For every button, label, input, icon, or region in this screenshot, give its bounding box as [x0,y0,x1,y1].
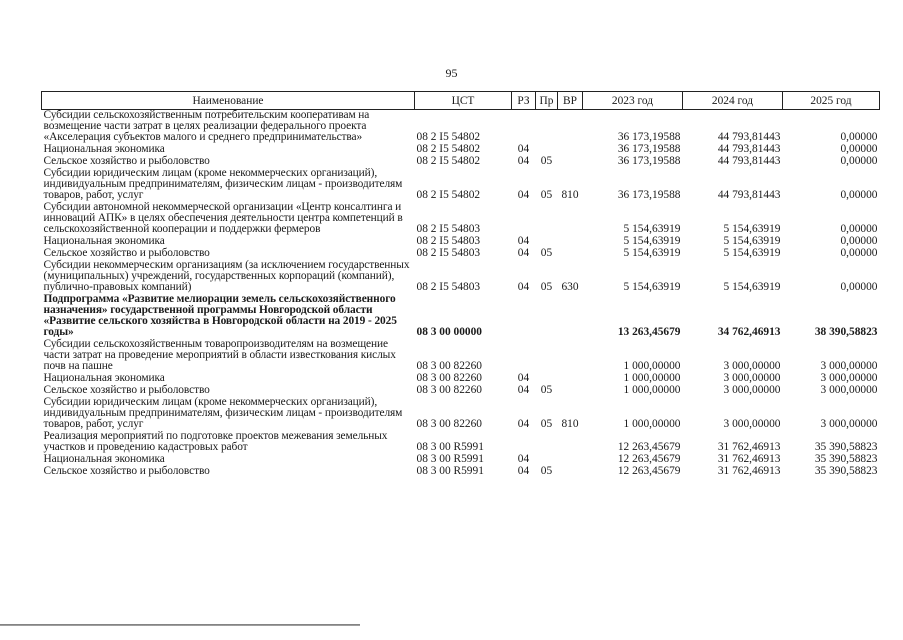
table-row [42,143,880,155]
cell-rz: 04 [517,465,530,477]
cell-vr [558,465,583,477]
cell-y2023: 1 000,00000 [623,418,681,430]
cell-pr: 05 [540,155,553,167]
cell-cst: 08 3 00 82260 [416,372,482,384]
cell-cst: 08 2 I5 54802 [416,131,481,143]
cell-cst: 08 2 I5 54803 [416,235,481,247]
cell-vr: 810 [561,189,579,201]
cell-name: Субсидии юридическим лицам (кроме некоммерческих организаций), индивидуальным предпринимателям, физическим лицам - производителям товаров, работ, услуг [43,396,403,430]
cell-pr: 05 [540,189,553,201]
cell-y2025: 3 000,00000 [820,360,878,372]
cell-y2024: 44 793,81443 [717,155,781,167]
col-header-2024: 2024 год [683,92,783,110]
table-row [42,155,880,167]
cell-y2024: 31 762,46913 [717,465,781,477]
table-row [42,247,880,259]
cell-y2025: 3 000,00000 [820,418,878,430]
cell-vr [558,110,583,144]
cell-y2023: 5 154,63919 [623,281,681,293]
table-body [42,110,880,478]
cell-pr [536,430,558,453]
cell-rz: 04 [517,143,530,155]
cell-rz: 04 [517,235,530,247]
cell-y2024: 5 154,63919 [723,235,781,247]
cell-rz: 04 [517,418,530,430]
cell-name: Сельское хозяйство и рыболовство [43,465,210,477]
cell-y2023: 5 154,63919 [623,235,681,247]
cell-vr [558,430,583,453]
cell-pr: 05 [540,418,553,430]
cell-cst: 08 2 I5 54802 [416,189,481,201]
cell-y2024: 31 762,46913 [717,441,781,453]
cell-name: Субсидии юридическим лицам (кроме некоммерческих организаций), индивидуальным предпринимателям, физическим лицам - производителям товаров, работ, услуг [43,167,403,201]
cell-cst: 08 2 I5 54802 [416,155,481,167]
cell-name: Национальная экономика [43,372,165,384]
cell-y2023: 36 173,19588 [617,131,681,143]
cell-y2025: 0,00000 [840,143,878,155]
cell-y2025: 0,00000 [840,281,878,293]
table-row [42,259,880,293]
cell-pr [536,293,558,338]
cell-cst: 08 3 00 R5991 [416,441,484,453]
cell-y2024: 3 000,00000 [723,372,781,384]
col-header-vr: ВР [558,92,583,110]
cell-y2023: 13 263,45679 [617,326,681,338]
cell-cst: 08 3 00 82260 [416,418,482,430]
cell-cst: 08 3 00 82260 [416,360,482,372]
col-header-pr: Пр [536,92,558,110]
cell-y2025: 0,00000 [840,223,878,235]
cell-y2023: 12 263,45679 [617,453,681,465]
cell-y2025: 35 390,58823 [814,465,878,477]
cell-y2024: 5 154,63919 [723,223,781,235]
cell-y2023: 36 173,19588 [617,155,681,167]
cell-y2023: 36 173,19588 [617,189,681,201]
cell-y2024: 3 000,00000 [723,360,781,372]
cell-rz [512,293,536,338]
table-row [42,384,880,396]
cell-cst: 08 2 I5 54802 [416,143,481,155]
cell-name: Реализация мероприятий по подготовке проектов межевания земельных участков и проведению кадастровых работ [43,430,388,453]
budget-table [41,91,880,477]
cell-cst: 08 3 00 R5991 [416,453,484,465]
cell-pr [536,110,558,144]
cell-pr [536,143,558,155]
cell-y2024: 31 762,46913 [717,453,781,465]
cell-cst: 08 2 I5 54803 [416,223,481,235]
cell-y2023: 5 154,63919 [623,247,681,259]
table-header [42,92,880,110]
cell-name: Субсидии некоммерческим организациям (за исключением государственных (муниципальных) учреждений, государственных корпораций (компаний), публично-правовых компаний) [43,259,410,293]
cell-y2025: 3 000,00000 [820,372,878,384]
col-header-name: Наименование [42,92,415,110]
cell-rz: 04 [517,384,530,396]
table-row [42,110,880,144]
cell-y2023: 1 000,00000 [623,384,681,396]
cell-y2023: 12 263,45679 [617,441,681,453]
col-header-2025: 2025 год [783,92,880,110]
cell-vr [558,201,583,235]
cell-name: Сельское хозяйство и рыболовство [43,384,210,396]
cell-vr [558,338,583,372]
cell-name: Национальная экономика [43,143,165,155]
cell-y2023: 12 263,45679 [617,465,681,477]
table-row [42,372,880,384]
cell-y2025: 0,00000 [840,155,878,167]
cell-y2025: 35 390,58823 [814,441,878,453]
cell-rz: 04 [517,189,530,201]
cell-rz [512,338,536,372]
table-row [42,453,880,465]
col-header-rz: РЗ [512,92,536,110]
cell-pr: 05 [540,281,553,293]
cell-vr [558,155,583,167]
table-row [42,465,880,477]
cell-cst: 08 2 I5 54803 [416,281,481,293]
cell-name: Сельское хозяйство и рыболовство [43,155,210,167]
cell-pr [536,338,558,372]
cell-vr: 630 [561,281,579,293]
table-row [42,235,880,247]
cell-cst: 08 2 I5 54803 [416,247,481,259]
cell-vr [558,453,583,465]
cell-rz: 04 [517,247,530,259]
col-header-2023: 2023 год [583,92,683,110]
cell-vr [558,384,583,396]
cell-y2024: 44 793,81443 [717,189,781,201]
cell-y2023: 1 000,00000 [623,372,681,384]
cell-y2025: 35 390,58823 [814,453,878,465]
cell-rz [512,201,536,235]
cell-pr [536,453,558,465]
table-row [42,167,880,201]
cell-vr [558,372,583,384]
cell-y2024: 3 000,00000 [723,418,781,430]
cell-name: Сельское хозяйство и рыболовство [43,247,210,259]
cell-y2024: 3 000,00000 [723,384,781,396]
cell-cst: 08 3 00 00000 [416,326,482,338]
cell-cst: 08 3 00 82260 [416,384,482,396]
cell-name: Подпрограмма «Развитие мелиорации земель сельскохозяйственного назначения» государственной программы Новгородской области «Развитие сельского хозяйства в Новгородской области на 2019 - 2025 годы» [43,293,397,338]
cell-rz: 04 [517,372,530,384]
cell-rz: 04 [517,453,530,465]
cell-rz [512,430,536,453]
cell-y2025: 0,00000 [840,131,878,143]
cell-name: Национальная экономика [43,453,165,465]
cell-y2024: 5 154,63919 [723,247,781,259]
cell-cst: 08 3 00 R5991 [416,465,484,477]
cell-vr [558,247,583,259]
cell-y2023: 5 154,63919 [623,223,681,235]
cell-rz [512,110,536,144]
cell-y2024: 34 762,46913 [717,326,781,338]
table-row [42,396,880,430]
cell-y2025: 38 390,58823 [814,326,878,338]
cell-y2024: 44 793,81443 [717,131,781,143]
cell-y2025: 0,00000 [840,235,878,247]
cell-pr [536,201,558,235]
cell-pr [536,372,558,384]
cell-pr: 05 [540,247,553,259]
cell-y2024: 5 154,63919 [723,281,781,293]
cell-name: Субсидии сельскохозяйственным потребительским кооперативам на возмещение части затрат в целях реализации федерального проекта «Акселерация субъектов малого и среднего предпринимательства» [43,109,370,143]
cell-y2024: 44 793,81443 [717,143,781,155]
table-row [42,338,880,372]
cell-vr [558,235,583,247]
table-row [42,201,880,235]
cell-name: Субсидии сельскохозяйственным товаропроизводителям на возмещение части затрат на проведение мероприятий в области известкования кислых почв на пашне [43,338,396,372]
cell-y2025: 0,00000 [840,189,878,201]
cell-y2025: 0,00000 [840,247,878,259]
footer-rule [0,624,360,626]
cell-pr: 05 [540,465,553,477]
cell-y2025: 3 000,00000 [820,384,878,396]
cell-rz: 04 [517,281,530,293]
cell-rz: 04 [517,155,530,167]
cell-name: Субсидии автономной некоммерческой организации «Центр консалтинга и инноваций АПК» в целях обеспечения деятельности центра компетенций в сельскохозяйственной кооперации и поддержки фермеров [43,201,403,235]
cell-name: Национальная экономика [43,235,165,247]
cell-vr: 810 [561,418,579,430]
cell-vr [558,143,583,155]
cell-pr [536,235,558,247]
cell-y2023: 1 000,00000 [623,360,681,372]
page-number: 95 [445,66,458,80]
cell-vr [558,293,583,338]
cell-y2023: 36 173,19588 [617,143,681,155]
cell-pr: 05 [540,384,553,396]
table-row [42,430,880,453]
table-row [42,293,880,338]
col-header-cst: ЦСТ [415,92,512,110]
